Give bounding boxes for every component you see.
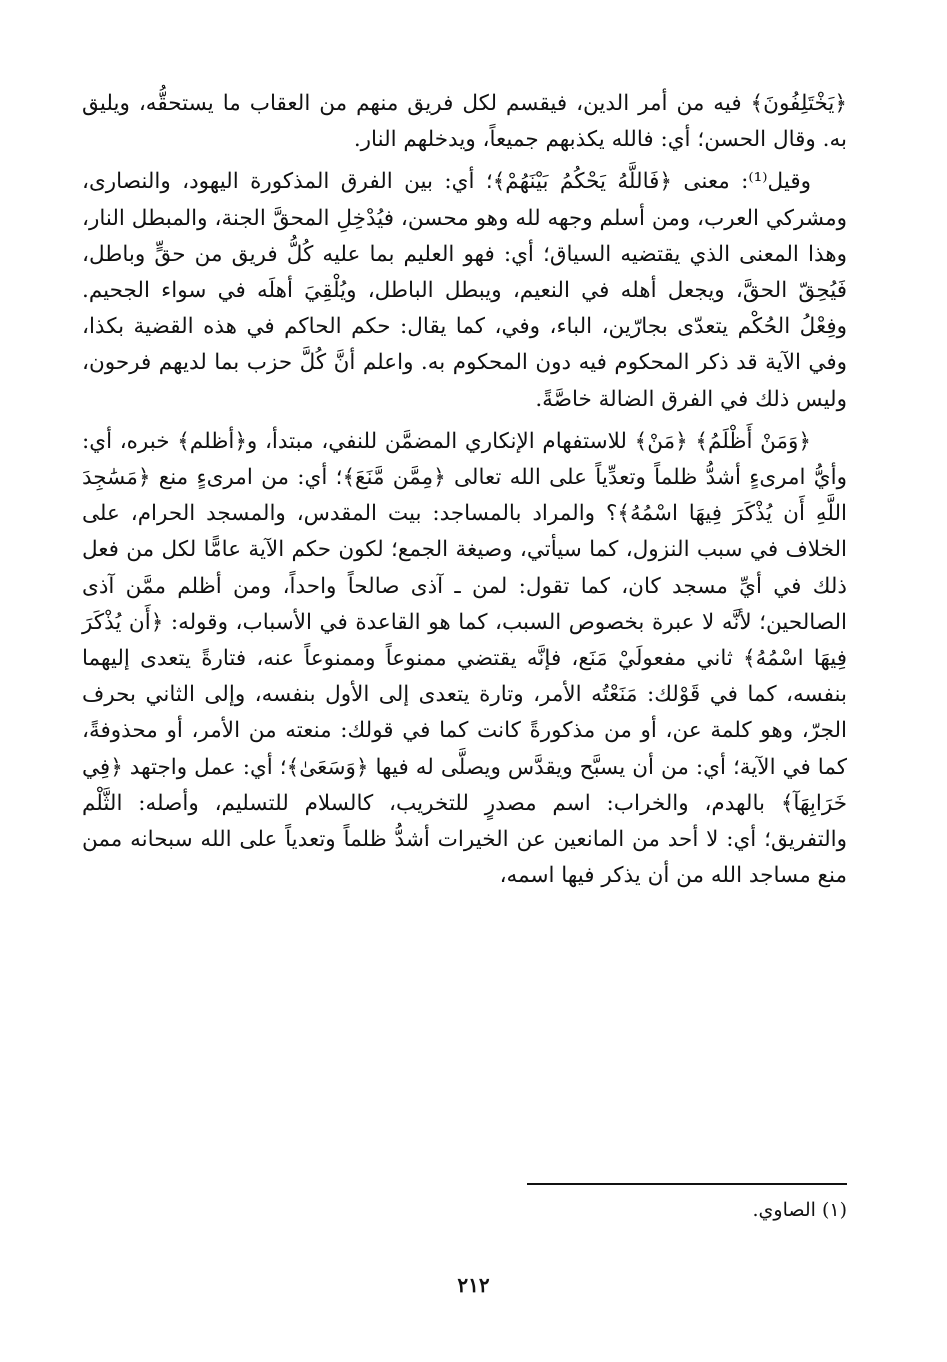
footnote-divider [527, 1183, 847, 1185]
paragraph-2: وقيل⁽¹⁾: معنى ﴿فَاللَّهُ يَحْكُمُ بَيْنَهُمْ﴾؛ أي: بين الفرق المذكورة اليهود، والنصارى، ومشركي العرب، ومن أسلم وجهه لله وهو محسن، فيُدْخِلِ المحقَّ الجنة، والمبطل النار، وهذا المعنى الذي يقتضيه السياق؛ أي: فهو العليم بما عليه كُلُّ فريق من حقٍّ وباطل، فَيُحِقّ الحقَّ، ويجعل أهله في النعيم، ويبطل الباطل، ويُلْقِيَ أهلَه في سواء الجحيم. وفِعْلُ الحُكْم يتعدّى بجارّين، الباء، وفي، كما يقال: حكم الحاكم في هذه القضية بكذا، وفي الآية قد ذكر المحكوم فيه دون المحكوم به. واعلم أنَّ كُلَّ حزب بما لديهم فرحون، وليس ذلك في الفرق الضالة خاصَّةً. [82, 169, 847, 412]
main-text [82, 86, 847, 894]
page-number: ٢١٢ [457, 1273, 490, 1297]
paragraph-1: ﴿يَخْتَلِفُونَ﴾ فيه من أمر الدين، فيقسم لكل فريق منهم من العقاب ما يستحقُّه، ويليق به. وقال الحسن؛ أي: فالله يكذبهم جميعاً، ويدخلهم النار. [82, 91, 847, 153]
footnote: (١) الصاوي. [752, 1199, 847, 1221]
paragraph-3: ﴿وَمَنْ أَظْلَمُ﴾ ﴿مَنْ﴾ للاستفهام الإنكاري المضمَّن للنفي، مبتدأ، و﴿أظلم﴾ خبره، أي: وأيُّ امرىءٍ أشدُّ ظلماً وتعدِّياً على الله تعالى ﴿مِمَّن مَّنَعَ﴾؛ أي: من امرىءٍ منع ﴿مَسَٰجِدَ اللَّهِ أَن يُذْكَرَ فِيهَا اسْمُهُ﴾؟ والمراد بالمساجد: بيت المقدس، والمسجد الحرام، على الخلاف في سبب النزول، كما سيأتي، وصيغة الجمع؛ لكون حكم الآية عامًّا لكل من فعل ذلك في أيِّ مسجد كان، كما تقول: لمن ـ آذى صالحاً واحداً، ومن أظلم ممَّن آذى الصالحين؛ لأنَّه لا عبرة بخصوص السبب، كما هو القاعدة في الأسباب، وقوله: ﴿أَن يُذْكَرَ فِيهَا اسْمُهُ﴾ ثاني مفعولَيْ مَنَع، فإنَّه يقتضي ممنوعاً وممنوعاً عنه، فتارةً يتعدى إليهما بنفسه، كما في قَوْلك: مَنَعْتُه الأمر، وتارة يتعدى إلى الأول بنفسه، وإلى الثاني بحرف الجرّ، وهو كلمة عن، أو من مذكورةً كانت كما في قولك: منعته من الأمر، أو محذوفةً، كما في الآية؛ أي: من أن يسبَّح ويقدَّس ويصلَّى له فيها ﴿وَسَعَىٰ﴾؛ أي: عمل واجتهد ﴿فِي خَرَابِهَآ﴾ بالهدم، والخراب: اسم مصدرٍ للتخريب، كالسلام للتسليم، وأصله: الثَّلْم والتفريق؛ أي: لا أحد من المانعين عن الخيرات أشدُّ ظلماً وتعدياً على الله سبحانه ممن منع مساجد الله من أن يذكر فيها اسمه، [82, 428, 847, 889]
